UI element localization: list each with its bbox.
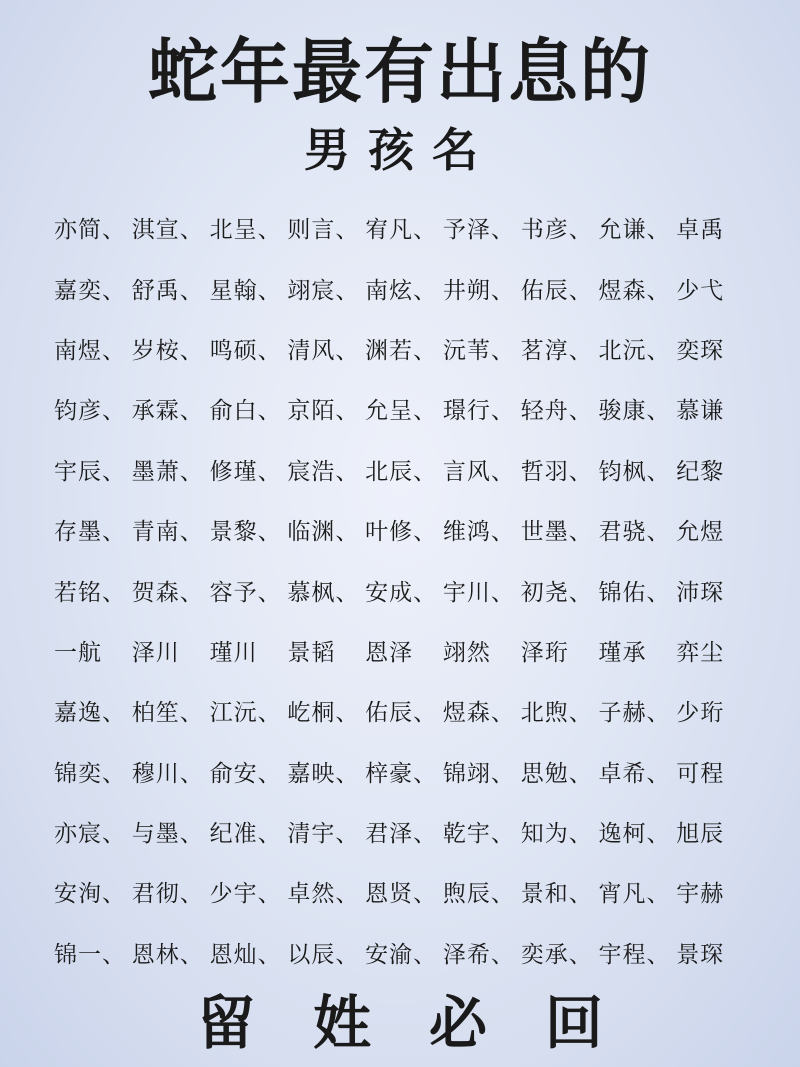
boy-name: 修瑾、 [209, 458, 282, 485]
boy-name: 北辰、 [365, 458, 438, 485]
boy-name: 宵凡、 [598, 881, 671, 908]
boy-name: 舒禹、 [131, 277, 204, 304]
boy-name: 井朔、 [442, 277, 515, 304]
boy-name: 清宇、 [287, 821, 360, 848]
name-row [54, 260, 754, 320]
boy-name: 可程 [676, 760, 725, 787]
boy-name: 言风、 [442, 458, 515, 485]
boy-name: 屹桐、 [287, 700, 360, 727]
boy-name: 煦辰、 [442, 881, 515, 908]
boy-name: 知为、 [520, 821, 593, 848]
boy-name: 宇川、 [442, 579, 515, 606]
boy-name: 翊然 [442, 639, 491, 666]
boy-name: 淇宣、 [131, 217, 204, 244]
boy-name: 锦佑、 [598, 579, 671, 606]
page-subtitle: 男孩名 [304, 123, 496, 177]
boy-name: 卓然、 [287, 881, 360, 908]
boy-name: 佑辰、 [520, 277, 593, 304]
boy-name: 奕琛 [676, 337, 725, 364]
boy-name: 嘉映、 [287, 760, 360, 787]
boy-name: 鸣硕、 [209, 337, 282, 364]
boy-name: 宸浩、 [287, 458, 360, 485]
name-row [54, 925, 754, 985]
boy-name: 钧彦、 [54, 398, 126, 425]
page-title: 蛇年最有出息的 [148, 30, 652, 113]
boy-name: 少珩 [676, 700, 725, 727]
boy-name: 江沅、 [209, 700, 282, 727]
boy-name: 景琛 [676, 941, 725, 968]
boy-name: 存墨、 [54, 519, 126, 546]
boy-name: 哲羽、 [520, 458, 593, 485]
boy-name: 轻舟、 [520, 398, 593, 425]
name-row [54, 744, 754, 804]
boy-name: 俞白、 [209, 398, 282, 425]
boy-name: 景黎、 [209, 519, 282, 546]
boy-name: 弈尘 [676, 639, 725, 666]
name-row [54, 321, 754, 381]
boy-name: 维鸿、 [442, 519, 515, 546]
boy-name: 锦翊、 [442, 760, 515, 787]
name-row [54, 200, 754, 260]
boy-name: 以辰、 [287, 941, 360, 968]
boy-name: 亦宸、 [54, 821, 126, 848]
boy-name: 允呈、 [365, 398, 438, 425]
boy-name: 茗淳、 [520, 337, 593, 364]
boy-name: 景和、 [520, 881, 593, 908]
boy-name: 沅苇、 [442, 337, 515, 364]
name-grid [54, 200, 754, 985]
boy-name: 宇程、 [598, 941, 671, 968]
boy-name: 恩灿、 [209, 941, 282, 968]
boy-name: 卓希、 [598, 760, 671, 787]
boy-name: 慕谦 [676, 398, 725, 425]
boy-name: 予泽、 [442, 217, 515, 244]
boy-name: 逸柯、 [598, 821, 671, 848]
boy-name: 骏康、 [598, 398, 671, 425]
boy-name: 柏笙、 [131, 700, 204, 727]
boy-name: 乾宇、 [442, 821, 515, 848]
boy-name: 纪准、 [209, 821, 282, 848]
boy-name: 容予、 [209, 579, 282, 606]
boy-name: 叶修、 [365, 519, 438, 546]
boy-name: 北煦、 [520, 700, 593, 727]
footer-call-to-action: 留姓必回 [196, 989, 661, 1057]
boy-name: 贺森、 [131, 579, 204, 606]
boy-name: 则言、 [287, 217, 360, 244]
boy-name: 嘉奕、 [54, 277, 126, 304]
boy-name: 恩泽 [365, 639, 414, 666]
boy-name: 一航 [54, 639, 102, 666]
boy-name: 锦一、 [54, 941, 126, 968]
boy-name: 佑辰、 [365, 700, 438, 727]
boy-name: 翊宸、 [287, 277, 360, 304]
boy-name: 景韬 [287, 639, 336, 666]
boy-name: 璟行、 [442, 398, 515, 425]
boy-name: 亦简、 [54, 217, 126, 244]
boy-name: 瑾川 [209, 639, 258, 666]
boy-name: 穆川、 [131, 760, 204, 787]
boy-name: 君泽、 [365, 821, 438, 848]
boy-name: 承霖、 [131, 398, 204, 425]
boy-name: 泽川 [131, 639, 180, 666]
boy-name: 墨萧、 [131, 458, 204, 485]
boy-name: 君骁、 [598, 519, 671, 546]
boy-name: 嘉逸、 [54, 700, 126, 727]
name-row [54, 623, 754, 683]
boy-name: 君彻、 [131, 881, 204, 908]
boy-name: 泽珩 [520, 639, 569, 666]
boy-name: 岁桉、 [131, 337, 204, 364]
name-row [54, 864, 754, 924]
boy-name: 泽希、 [442, 941, 515, 968]
boy-name: 宇辰、 [54, 458, 126, 485]
boy-name: 沛琛 [676, 579, 725, 606]
boy-name: 锦奕、 [54, 760, 126, 787]
boy-name: 青南、 [131, 519, 204, 546]
boy-name: 恩林、 [131, 941, 204, 968]
boy-name: 世墨、 [520, 519, 593, 546]
boy-name: 星翰、 [209, 277, 282, 304]
boy-name: 初尧、 [520, 579, 593, 606]
boy-name: 慕枫、 [287, 579, 360, 606]
boy-name: 北呈、 [209, 217, 282, 244]
boy-name: 允谦、 [598, 217, 671, 244]
boy-name: 瑾承 [598, 639, 647, 666]
boy-name: 旭辰 [676, 821, 725, 848]
boy-name: 安洵、 [54, 881, 126, 908]
boy-name: 与墨、 [131, 821, 204, 848]
boy-name: 渊若、 [365, 337, 438, 364]
boy-name: 安成、 [365, 579, 438, 606]
boy-name: 南煜、 [54, 337, 126, 364]
boy-name: 临渊、 [287, 519, 360, 546]
boy-name: 煜森、 [598, 277, 671, 304]
name-row [54, 683, 754, 743]
name-row [54, 381, 754, 441]
boy-name: 宇赫 [676, 881, 725, 908]
boy-name: 宥凡、 [365, 217, 438, 244]
boy-name: 少弋 [676, 277, 725, 304]
boy-name: 子赫、 [598, 700, 671, 727]
boy-name: 纪黎 [676, 458, 725, 485]
name-row [54, 502, 754, 562]
boy-name: 京陌、 [287, 398, 360, 425]
boy-name: 梓豪、 [365, 760, 438, 787]
boy-name: 奕承、 [520, 941, 593, 968]
boy-name: 恩贤、 [365, 881, 438, 908]
boy-name: 思勉、 [520, 760, 593, 787]
boy-name: 安渝、 [365, 941, 438, 968]
boy-name: 北沅、 [598, 337, 671, 364]
boy-name: 俞安、 [209, 760, 282, 787]
boy-name: 少宇、 [209, 881, 282, 908]
name-row [54, 804, 754, 864]
boy-name: 钧枫、 [598, 458, 671, 485]
name-row [54, 562, 754, 622]
boy-name: 卓禹 [676, 217, 725, 244]
boy-name: 煜森、 [442, 700, 515, 727]
boy-name: 清风、 [287, 337, 360, 364]
boy-name: 若铭、 [54, 579, 126, 606]
boy-name: 允煜 [676, 519, 725, 546]
name-row [54, 442, 754, 502]
boy-name: 书彦、 [520, 217, 593, 244]
boy-name: 南炫、 [365, 277, 438, 304]
